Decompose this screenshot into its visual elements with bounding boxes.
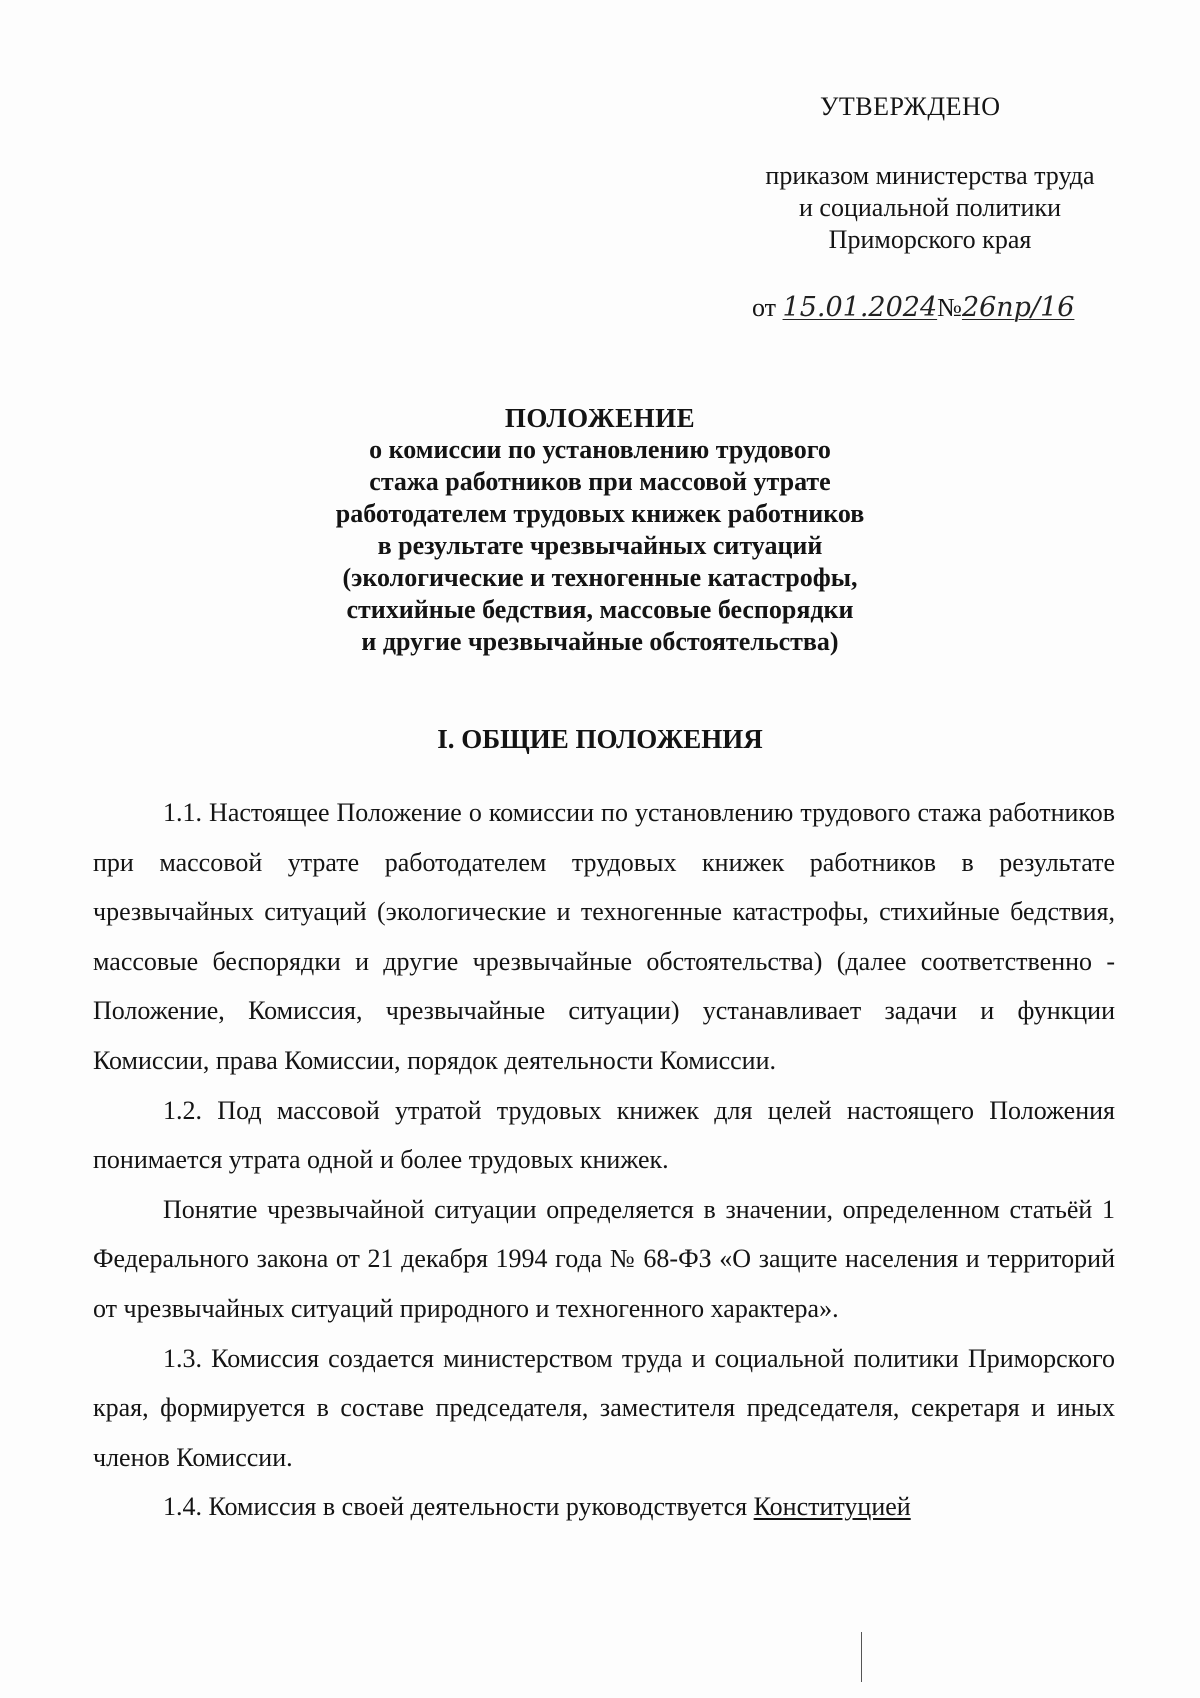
section-heading: I. ОБЩИЕ ПОЛОЖЕНИЯ xyxy=(437,724,763,754)
paragraph-last-text: 1.4. Комиссия в своей деятельности руководствуется xyxy=(163,1492,748,1522)
order-prefix: от xyxy=(752,293,777,322)
document-subtitle-line: (экологические и техногенные катастрофы, xyxy=(342,563,858,592)
approval-line: и социальной политики xyxy=(799,193,1061,222)
paragraph: 1.1. Настоящее Положение о комиссии по установлению трудового стажа работников при массовой утрате работодателем трудовых книжек работников в результате чрезвычайных ситуаций (экологические и техногенные катастрофы, стихийные бедствия, массовые беспорядки и другие чрезвычайные обстоятельства) (далее соответственно - Положение, Комиссия, чрезвычайные ситуации) устанавливает задачи и функции Комиссии, права Комиссии, порядок деятельности Комиссии. xyxy=(93,798,1115,1075)
paragraph: Понятие чрезвычайной ситуации определяется в значении, определенном статьёй 1 Федерального закона от 21 декабря 1994 года № 68-ФЗ «О защите населения и территорий от чрезвычайных ситуаций природного и техногенного характера». xyxy=(93,1194,1115,1323)
section-body xyxy=(93,788,1115,1532)
order-reference xyxy=(752,292,1074,323)
document-title-block xyxy=(250,402,950,658)
number-sign: № xyxy=(937,293,962,322)
document-subtitle-line: стажа работников при массовой утрате xyxy=(369,467,831,496)
order-date-handwritten: 15.01.2024 xyxy=(782,292,938,323)
order-number-handwritten: 26пр/16 xyxy=(961,292,1075,323)
document-subtitle-line: о комиссии по установлению трудового xyxy=(369,435,831,464)
approval-title: УТВЕРЖДЕНО xyxy=(820,92,1001,121)
constitution-link[interactable]: Конституцией xyxy=(753,1492,911,1522)
approval-block xyxy=(700,160,1160,256)
paragraph: 1.3. Комиссия создается министерством труда и социальной политики Приморского края, формируется в составе председателя, заместителя председателя, секретаря и иных членов Комиссии. xyxy=(93,1343,1115,1472)
approval-line: Приморского края xyxy=(828,225,1032,254)
document-subtitle-line: и другие чрезвычайные обстоятельства) xyxy=(361,627,839,656)
document-subtitle-line: работодателем трудовых книжек работников xyxy=(335,499,865,528)
paragraph-last xyxy=(93,1482,1115,1532)
document-title: ПОЛОЖЕНИЕ xyxy=(504,403,696,433)
margin-mark xyxy=(861,1632,862,1682)
paragraph: 1.2. Под массовой утратой трудовых книжек для целей настоящего Положения понимается утрата одной и более трудовых книжек. xyxy=(93,1095,1115,1175)
document-subtitle-line: стихийные бедствия, массовые беспорядки xyxy=(346,595,854,624)
document-subtitle-line: в результате чрезвычайных ситуаций xyxy=(377,531,823,560)
approval-line: приказом министерства труда xyxy=(765,161,1095,190)
